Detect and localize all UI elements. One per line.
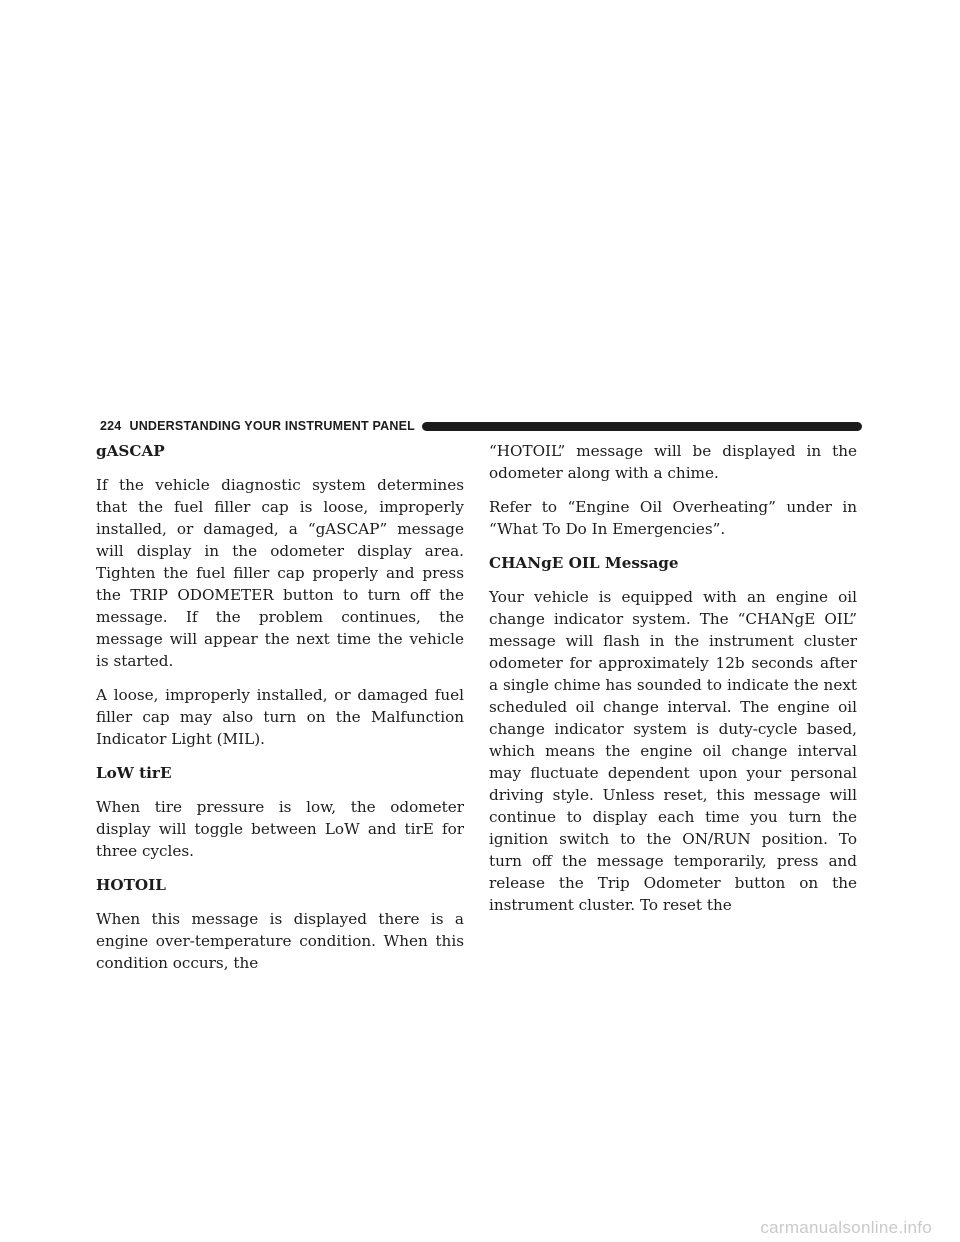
paragraph-gascap-description: If the vehicle diagnostic system determines that the fuel filler cap is loose, improperly installed, or damaged, a “gASCAP” message will display in the odometer display area. Tighten the fuel filler cap properly and press the TRIP ODOMETER button to turn off the message. If the problem continues, the message will appear the next time the vehicle is started. bbox=[96, 476, 464, 670]
header-text bbox=[100, 419, 415, 433]
paragraph-refer-emergencies: Refer to “Engine Oil Overheating” under in “What To Do In Emergencies”. bbox=[489, 498, 857, 538]
paragraph-change-oil: Your vehicle is equipped with an engine oil change indicator system. The “CHANgE OIL” message will flash in the instrument cluster odometer for approximately 12b seconds after a single chime has sounded to indicate the next scheduled oil change interval. The engine oil change indicator system is duty-cycle based, which means the engine oil change interval may fluctuate dependent upon your personal driving style. Unless reset, this message will continue to display each time you turn the ignition switch to the ON/RUN position. To turn off the message temporarily, press and release the Trip Odometer button on the instrument cluster. To reset the bbox=[489, 588, 857, 914]
paragraph-hotoil-continued: “HOTOIL” message will be displayed in the odometer along with a chime. bbox=[489, 442, 857, 482]
heading-gascap: gASCAP bbox=[96, 442, 165, 460]
header-rule bbox=[422, 422, 862, 431]
heading-low-tire: LoW tirE bbox=[96, 764, 172, 782]
page-number: 224 bbox=[100, 419, 122, 433]
heading-change-oil: CHANgE OIL Message bbox=[489, 554, 679, 572]
page-header bbox=[100, 418, 862, 436]
watermark-link[interactable]: carmanualsonline.info bbox=[760, 1218, 932, 1237]
right-column bbox=[489, 440, 857, 928]
heading-hotoil: HOTOIL bbox=[96, 876, 166, 894]
left-column bbox=[96, 440, 464, 986]
section-title: UNDERSTANDING YOUR INSTRUMENT PANEL bbox=[129, 419, 415, 433]
paragraph-low-tire: When tire pressure is low, the odometer display will toggle between LoW and tirE for three cycles. bbox=[96, 798, 464, 860]
paragraph-mil-note: A loose, improperly installed, or damaged fuel filler cap may also turn on the Malfunction Indicator Light (MIL). bbox=[96, 686, 464, 748]
paragraph-hotoil: When this message is displayed there is a engine over-temperature condition. When this condition occurs, the bbox=[96, 910, 464, 972]
